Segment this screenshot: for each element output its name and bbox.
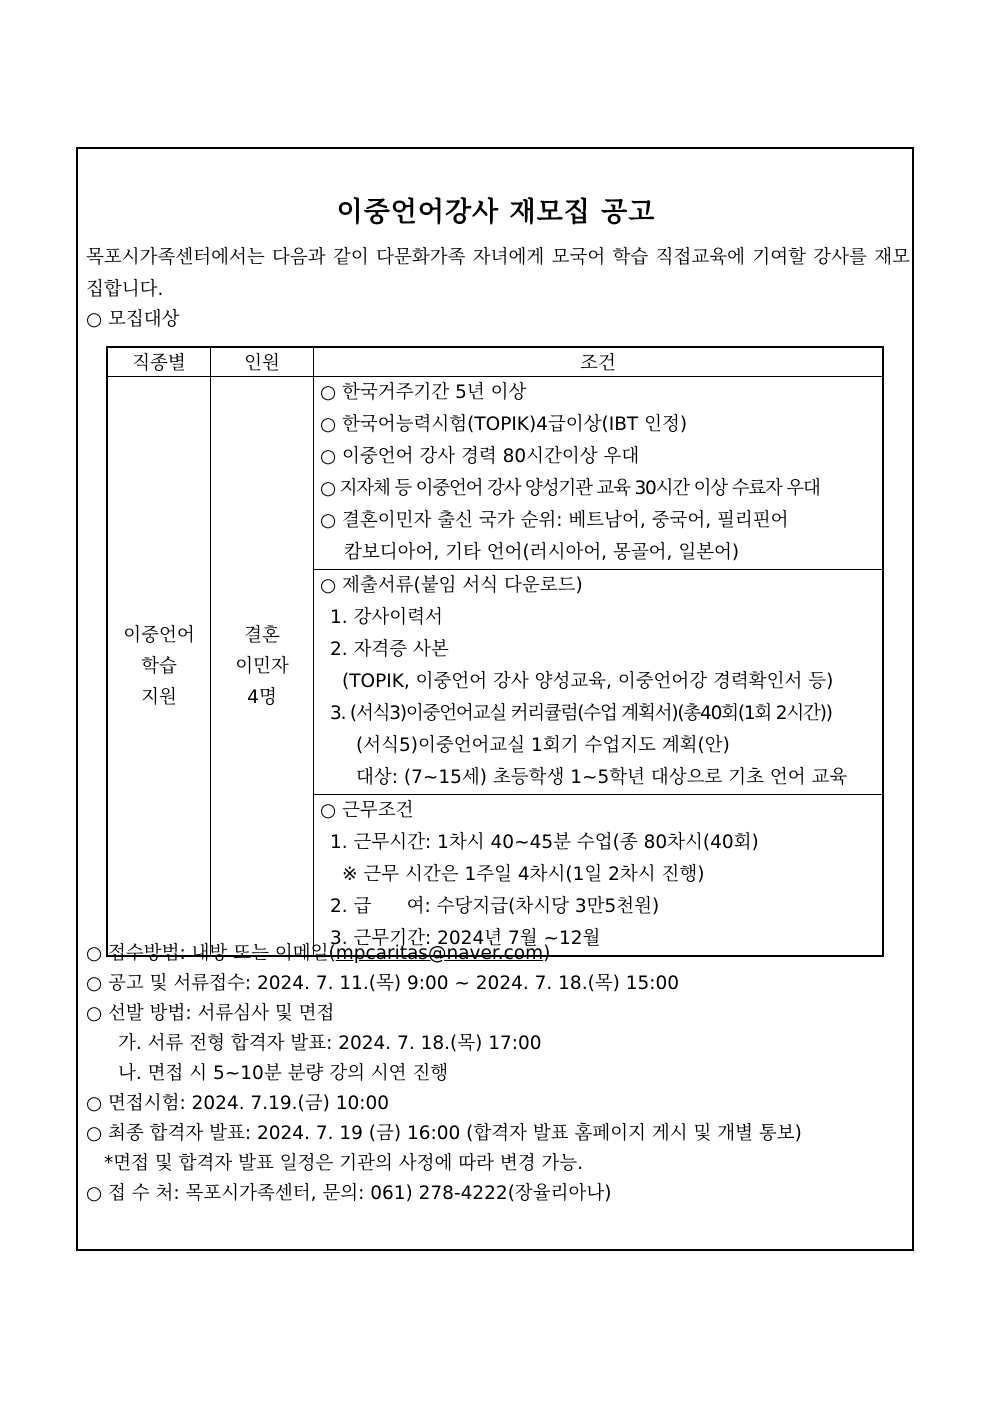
document-item: 3. (서식3)이중언어교실 커리큘럼(수업 계획서)(총40회(1회 2시간)): [330, 703, 832, 724]
header-count: 인원: [211, 347, 314, 377]
header-conditions: 조건: [314, 347, 884, 377]
recruit-table: [106, 346, 884, 957]
job-line: 지원: [141, 686, 177, 708]
contact-info: ○ 접 수 처: 목포시가족센터, 문의: 061) 278-4222(장율리아나): [86, 1183, 612, 1204]
intro-paragraph: 목포시가족센터에서는 다음과 같이 다문화가족 자녀에게 모국어 학습 직접교육에 기여할 강사를 재모집합니다.: [86, 247, 910, 300]
application-period: ○ 공고 및 서류접수: 2024. 7. 11.(목) 9:00 ~ 2024. 7. 18.(목) 15:00: [86, 973, 680, 994]
conditions-cell: [314, 377, 884, 570]
work-item: 2. 급 여: 수당지급(차시당 3만5천원): [330, 896, 660, 917]
count-cell: [211, 377, 314, 957]
condition-item: ○ 한국거주기간 5년 이상: [320, 382, 527, 403]
document-item: (서식5)이중언어교실 1회기 수업지도 계획(안): [356, 735, 730, 756]
document-item: 2. 자격증 사본: [330, 639, 449, 660]
condition-item: ○ 지자체 등 이중언어 강사 양성기관 교육 30시간 이상 수료자 우대: [320, 478, 820, 499]
apply-method: [86, 942, 550, 966]
document-item: 대상: (7~15세) 초등학생 1~5학년 대상으로 기초 언어 교육: [356, 767, 848, 788]
schedule-note: *면접 및 합격자 발표 일정은 기관의 사정에 따라 변경 가능.: [104, 1153, 584, 1174]
apply-method-suffix: ): [543, 943, 551, 964]
document-item: 1. 강사이력서: [330, 607, 443, 628]
condition-item: 캄보디아어, 기타 언어(러시아어, 몽골어, 일본어): [344, 542, 740, 563]
work-item: ※ 근무 시간은 1주일 4차시(1일 2차시 진행): [342, 864, 705, 885]
work-item: 3. 근무기간: 2024년 7월 ~12월: [330, 928, 601, 949]
table-header-row: [107, 347, 883, 377]
work-item: 1. 근무시간: 1차시 40~45분 수업(종 80차시(40회): [330, 832, 759, 853]
count-line: 결혼: [244, 624, 280, 646]
job-line: 이중언어: [123, 624, 195, 646]
final-announcement: ○ 최종 합격자 발표: 2024. 7. 19 (금) 16:00 (합격자 발표 홈페이지 게시 및 개별 통보): [86, 1123, 802, 1144]
document-item: (TOPIK, 이중언어 강사 양성교육, 이중언어강 경력확인서 등): [342, 671, 834, 692]
interview-date: ○ 면접시험: 2024. 7.19.(금) 10:00: [86, 1093, 390, 1114]
table-row: [107, 377, 883, 570]
work-item: ○ 근무조건: [320, 800, 414, 821]
work-cell: [314, 795, 884, 957]
selection-method: ○ 선발 방법: 서류심사 및 면접: [86, 1003, 335, 1024]
condition-item: ○ 이중언어 강사 경력 80시간이상 우대: [320, 446, 640, 467]
condition-item: ○ 결혼이민자 출신 국가 순위: 베트남어, 중국어, 필리핀어: [320, 510, 789, 531]
selection-step-b: 나. 면접 시 5~10분 분량 강의 시연 진행: [118, 1063, 449, 1084]
count-line: 이민자: [235, 655, 289, 677]
count-line: 4명: [247, 686, 277, 708]
condition-item: ○ 한국어능력시험(TOPIK)4급이상(IBT 인정): [320, 414, 688, 435]
documents-cell: [314, 570, 884, 795]
job-line: 학습: [141, 655, 177, 677]
recruit-heading: ○ 모집대상: [86, 309, 180, 330]
document-item: ○ 제출서류(붙임 서식 다운로드): [320, 575, 583, 596]
job-cell: [107, 377, 211, 957]
selection-step-a: 가. 서류 전형 합격자 발표: 2024. 7. 18.(목) 17:00: [118, 1033, 542, 1054]
apply-method-prefix: ○ 접수방법: 내방 또는 이메일(: [86, 943, 336, 964]
email-link[interactable]: mpcaritas@naver.com: [335, 943, 544, 964]
header-job: 직종별: [107, 347, 211, 377]
page-title: 이중언어강사 재모집 공고: [336, 197, 656, 228]
